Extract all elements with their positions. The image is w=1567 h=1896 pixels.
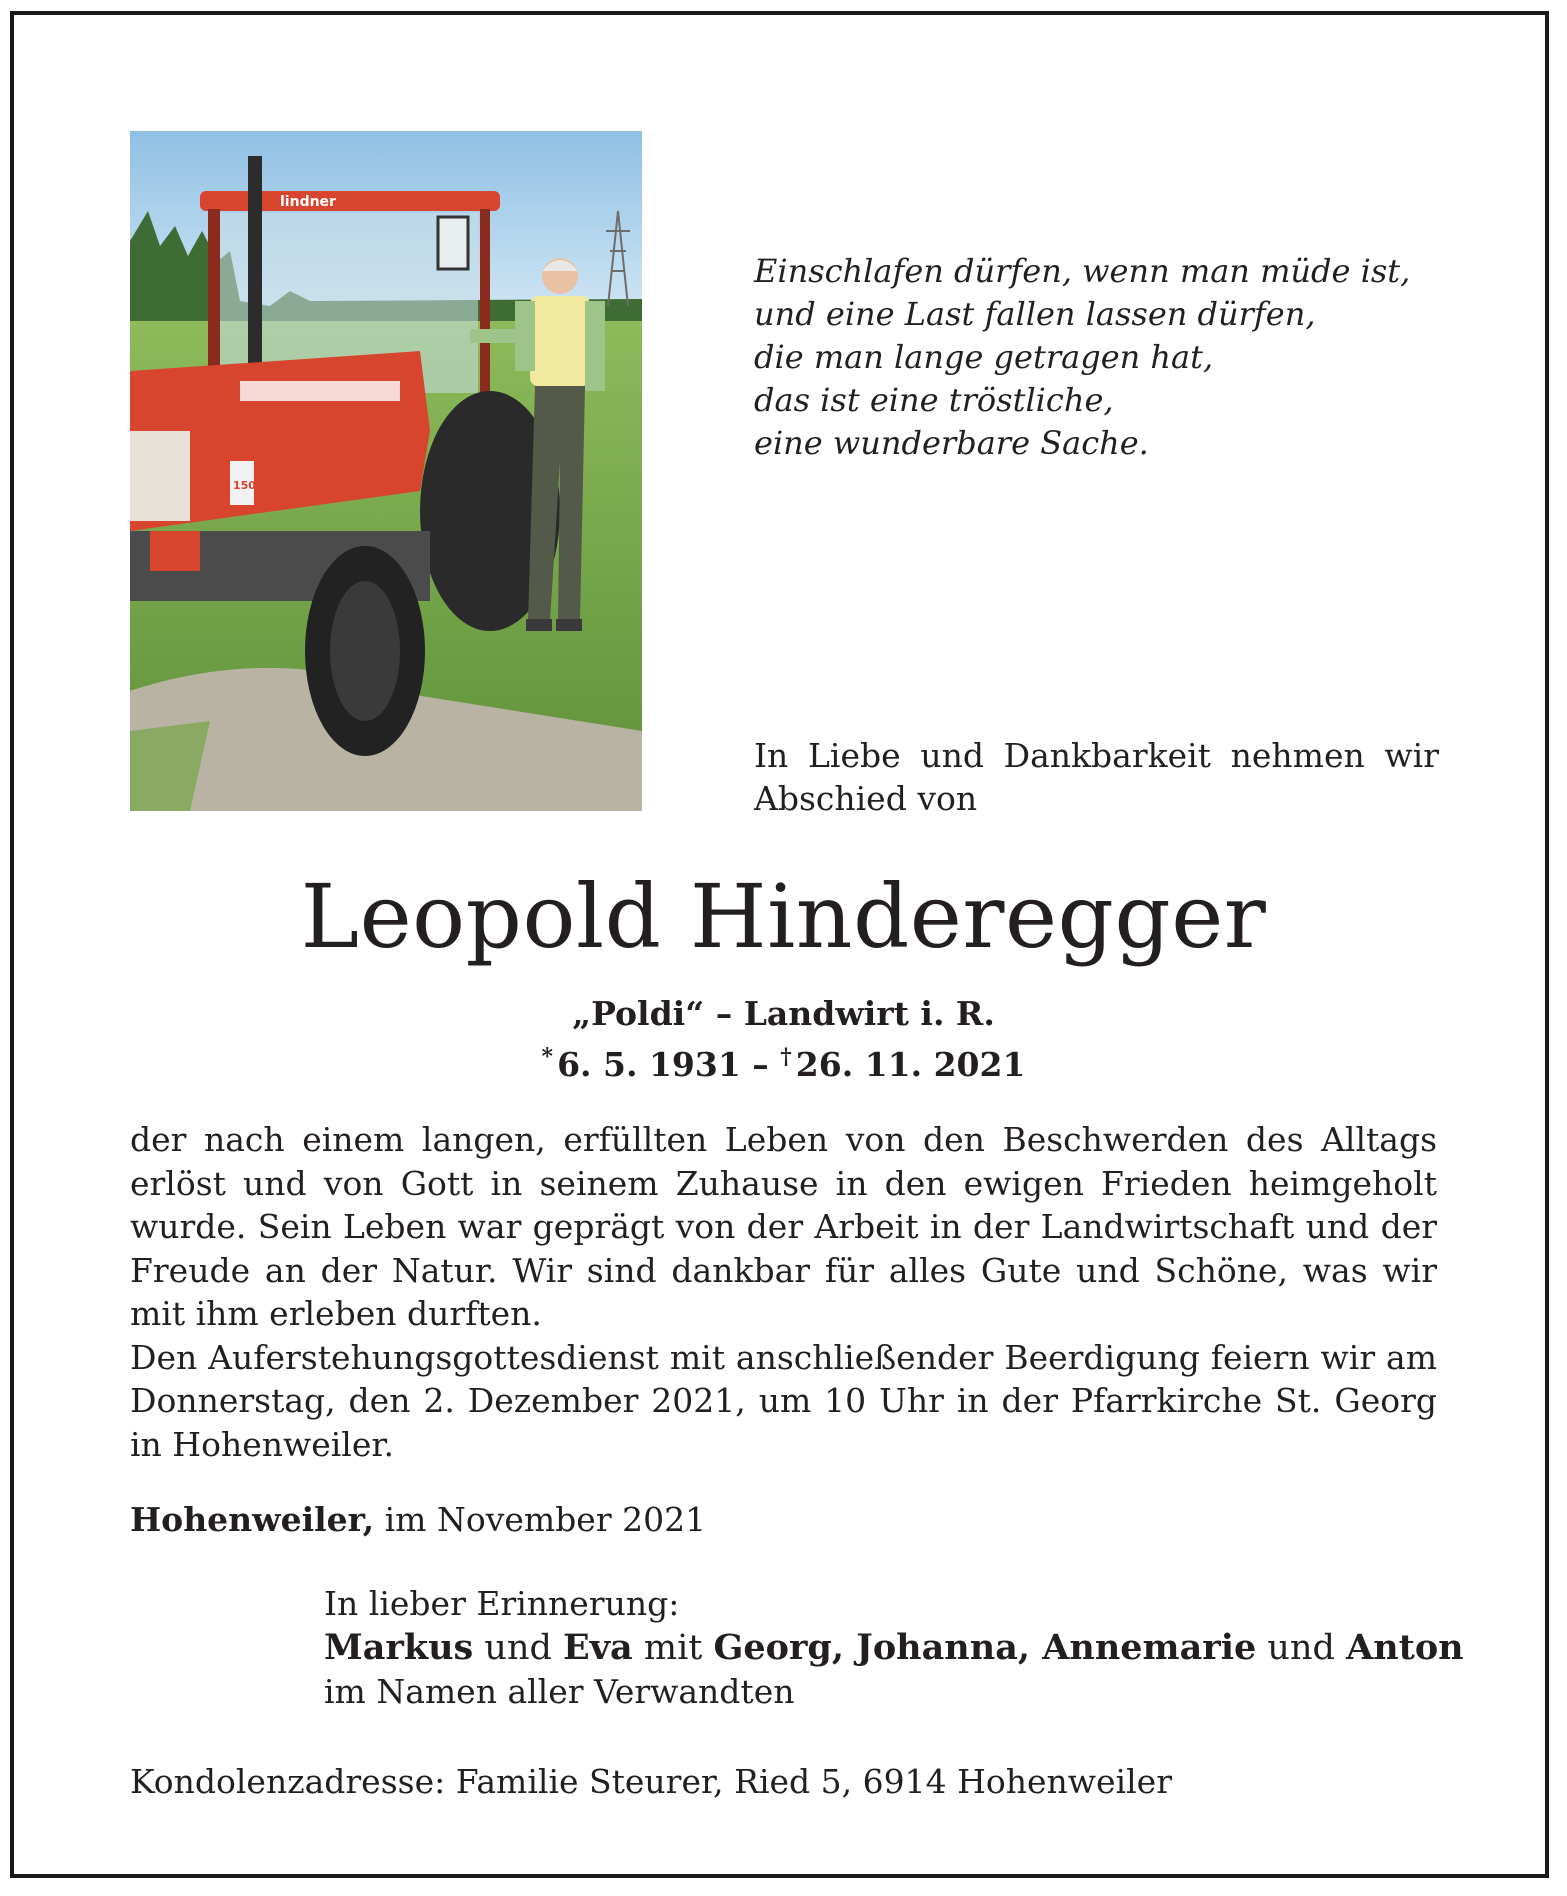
connector: und	[1267, 1628, 1335, 1668]
separator: –	[704, 994, 744, 1033]
poem-line: die man lange getragen hat,	[754, 338, 1214, 376]
nickname: „Poldi“	[572, 994, 705, 1033]
poem-line: Einschlafen dürfen, wenn man müde ist,	[754, 252, 1411, 290]
portrait-photo	[130, 131, 642, 811]
nickname-occupation	[0, 994, 1567, 1034]
poem-line: und eine Last fallen lassen dürfen,	[754, 295, 1316, 333]
obituary-paragraph: der nach einem langen, erfüllten Leben von den Beschwerden des Alltags erlöst und von Gott in seinem Zuhause in den ewigen Frieden heimgeholt wurde. Sein Leben war geprägt von der Arbeit in der Landwirtschaft und der Freude an der Natur. Wir sind dankbar für alles Gute und Schöne, was wir mit ihm erleben durften.	[130, 1120, 1437, 1333]
death-date: 26. 11. 2021	[795, 1045, 1026, 1084]
obituary-body	[130, 1118, 1437, 1466]
poem-line: eine wunderbare Sache.	[754, 424, 1149, 462]
mourner-name: Markus	[324, 1627, 474, 1668]
deceased-name: Leopold Hinderegger	[300, 865, 1267, 968]
separator: –	[740, 1045, 781, 1084]
mourners-names	[324, 1626, 1464, 1670]
place-date	[130, 1498, 706, 1541]
mourner-name: Eva	[563, 1627, 633, 1668]
birth-date: 6. 5. 1931	[557, 1045, 741, 1084]
connector: und	[484, 1628, 552, 1668]
tractor-brand: lindner	[280, 194, 336, 210]
service-paragraph: Den Auferstehungsgottesdienst mit anschließender Beerdigung feiern wir am Donnerstag, den 2. Dezember 2021, um 10 Uhr in der Pfarrkirche St. Georg in Hohenweiler.	[130, 1337, 1437, 1464]
birth-symbol: *	[541, 1044, 554, 1070]
poem	[754, 250, 1454, 465]
death-symbol: †	[780, 1044, 792, 1070]
memory-block	[324, 1582, 1464, 1714]
life-dates	[0, 1037, 1567, 1085]
memory-heading: In lieber Erinnerung:	[324, 1584, 680, 1623]
relatives-line: im Namen aller Verwandten	[324, 1672, 795, 1711]
poem-line: das ist eine tröstliche,	[754, 381, 1114, 419]
place-month: im November 2021	[384, 1500, 707, 1539]
occupation: Landwirt i. R.	[743, 994, 995, 1033]
condolence-address: Kondolenzadresse: Familie Steurer, Ried 5, 6914 Hohenweiler	[130, 1762, 1172, 1801]
mourner-name: Anton	[1346, 1627, 1464, 1668]
place-town: Hohenweiler,	[130, 1500, 375, 1539]
mourner-name: Georg, Johanna, Annemarie	[713, 1627, 1257, 1668]
farewell-intro: In Liebe und Dankbarkeit nehmen wir Abschied von	[754, 736, 1439, 818]
tractor-photo-illustration	[130, 131, 642, 811]
connector: mit	[643, 1628, 703, 1668]
tractor-model-badge: 1500	[233, 479, 264, 492]
tractor-exhaust	[248, 156, 262, 386]
